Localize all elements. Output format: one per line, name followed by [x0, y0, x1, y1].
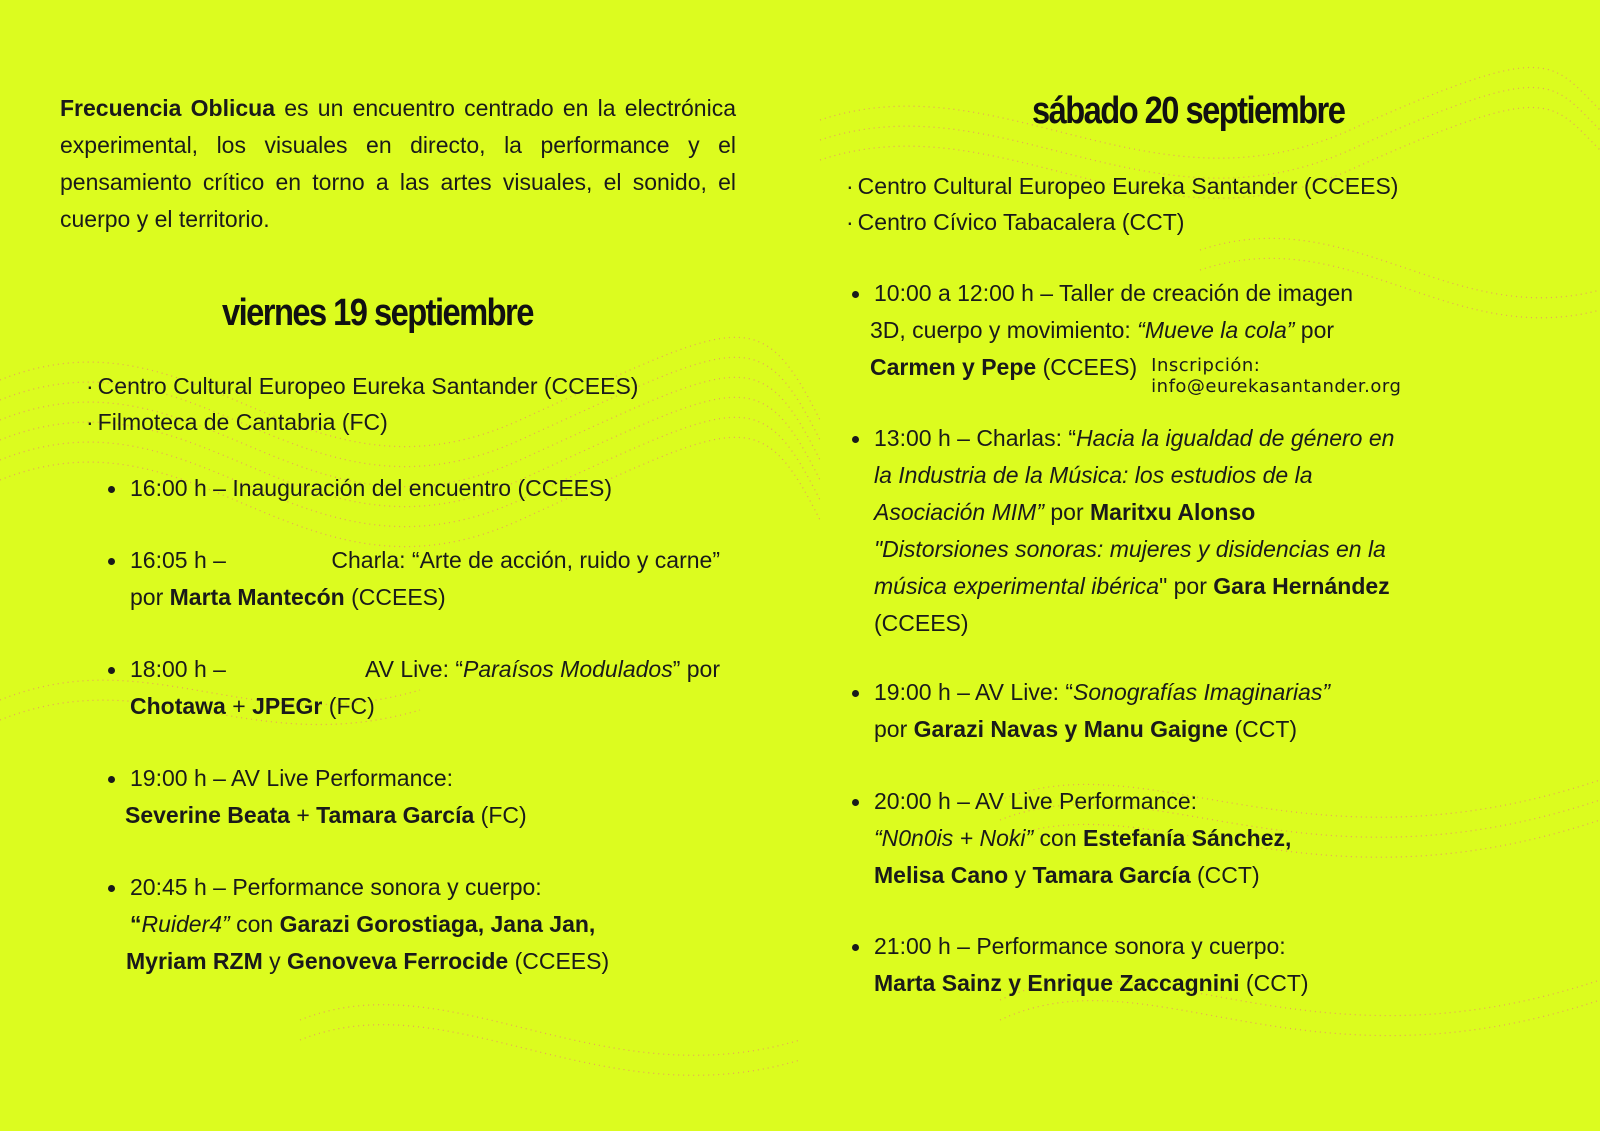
signup-label: Inscripción:	[1151, 355, 1261, 376]
event-person: JPEGr	[252, 693, 323, 719]
friday-title: viernes 19 septiembre	[222, 292, 533, 334]
event-label: AV Live: “	[365, 656, 464, 682]
event-by: por	[130, 584, 170, 610]
event-venue: (FC)	[474, 802, 527, 828]
venue-item: · Centro Cívico Tabacalera (CCT)	[846, 204, 1398, 240]
intro-paragraph	[60, 90, 736, 238]
event-with: con	[229, 911, 280, 937]
event-venue: (CCT)	[1239, 970, 1309, 996]
event-item	[852, 674, 1494, 748]
event-person: Melisa Cano	[874, 862, 1009, 888]
event-label: Taller de creación de imagen	[1059, 280, 1354, 306]
intro-text: es un encuentro centrado en la electrónica experimental, los visuales en directo, la performance y el pensamiento crítico en torno a las artes visuales, el sonido, el cuerpo y el territorio.	[60, 95, 737, 232]
event-venue: (FC)	[322, 693, 375, 719]
event-and: y	[262, 948, 288, 974]
event-venue: (CCT)	[1190, 862, 1260, 888]
event-by: ” por	[672, 656, 720, 682]
event-label: AV Live Performance:	[231, 765, 454, 791]
event-person: Myriam RZM	[126, 948, 263, 974]
bullet-icon	[852, 799, 859, 806]
event-plus: +	[289, 802, 317, 828]
event-item	[852, 928, 1494, 1002]
event-time: 19:00 h –	[874, 679, 976, 705]
event-item	[108, 651, 720, 725]
event-venue: (CCT)	[1228, 716, 1298, 742]
brand-name: Frecuencia Oblicua	[60, 95, 276, 121]
event-text: Charla: “Arte de acción, ruido y carne”	[331, 547, 720, 573]
event-label: AV Live Performance:	[975, 788, 1198, 814]
event-item	[108, 542, 720, 616]
event-time: 19:00 h –	[130, 765, 232, 791]
venue-item: · Centro Cultural Europeo Eureka Santander (CCEES)	[86, 368, 638, 404]
event-time: 10:00 a 12:00 h –	[874, 280, 1060, 306]
event-by: por	[1043, 499, 1091, 525]
event-venue: (CCEES)	[344, 584, 446, 610]
bullet-icon	[108, 885, 115, 892]
venue-item: · Filmoteca de Cantabria (FC)	[86, 404, 638, 440]
event-label: AV Live: “	[975, 679, 1074, 705]
event-person: Marta Sainz y Enrique Zaccagnini	[874, 970, 1240, 996]
signup-email: info@eurekasantander.org	[1151, 376, 1402, 397]
bullet-icon	[108, 558, 115, 565]
event-text: Inauguración del encuentro (CCEES)	[232, 475, 613, 501]
event-label: 3D, cuerpo y movimiento:	[870, 317, 1138, 343]
event-time: 13:00 h –	[874, 425, 977, 451]
saturday-title: sábado 20 septiembre	[1032, 90, 1345, 132]
event-by: " por	[1159, 573, 1214, 599]
bullet-icon	[852, 944, 859, 951]
event-person: Carmen y Pepe	[870, 354, 1037, 380]
event-title: Paraísos Modulados	[463, 656, 673, 682]
event-plus: +	[225, 693, 253, 719]
event-item	[108, 760, 720, 834]
event-with: con	[1033, 825, 1084, 851]
event-time: 16:05 h –	[130, 547, 226, 573]
event-person: Genoveva Ferrocide	[287, 948, 509, 974]
event-time: 18:00 h –	[130, 656, 226, 682]
event-label: Performance sonora y cuerpo:	[976, 933, 1286, 959]
event-time: 20:00 h –	[874, 788, 976, 814]
event-item	[852, 783, 1494, 894]
event-time: 16:00 h –	[130, 475, 233, 501]
bullet-icon	[108, 486, 115, 493]
event-title: Ruider4”	[141, 911, 230, 937]
event-person: Tamara García	[1032, 862, 1191, 888]
event-person: Garazi Navas y Manu Gaigne	[913, 716, 1229, 742]
event-item	[108, 869, 730, 980]
event-title: Asociación MIM”	[874, 499, 1044, 525]
event-by: por	[1294, 317, 1335, 343]
event-title: la Industria de la Música: los estudios de la	[874, 462, 1313, 488]
event-title: “Mueve la cola”	[1137, 317, 1295, 343]
event-person: Estefanía Sánchez,	[1083, 825, 1292, 851]
event-title: Sonografías Imaginarias”	[1073, 679, 1331, 705]
event-person: Garazi Gorostiaga, Jana Jan,	[279, 911, 596, 937]
venue-item: · Centro Cultural Europeo Eureka Santander (CCEES)	[846, 168, 1398, 204]
event-person: Severine Beata	[125, 802, 290, 828]
event-title: Hacia la igualdad de género en	[1076, 425, 1395, 451]
bullet-icon	[108, 667, 115, 674]
event-venue: (CCEES)	[1036, 354, 1138, 380]
saturday-venues	[846, 168, 1398, 240]
event-label: Performance sonora y cuerpo:	[232, 874, 542, 900]
event-title: música experimental ibérica	[874, 573, 1160, 599]
bullet-icon	[852, 690, 859, 697]
event-time: 20:45 h –	[130, 874, 233, 900]
event-title: "Distorsiones sonoras: mujeres y disidencias en la	[874, 536, 1386, 562]
bullet-icon	[852, 291, 859, 298]
event-item	[852, 420, 1494, 642]
event-person: Chotawa	[130, 693, 226, 719]
event-person: Maritxu Alonso	[1090, 499, 1256, 525]
event-person: Tamara García	[316, 802, 475, 828]
event-venue: (CCEES)	[874, 610, 969, 636]
bullet-icon	[852, 436, 859, 443]
event-person: Marta Mantecón	[169, 584, 345, 610]
event-label: Charlas: “	[976, 425, 1077, 451]
event-person: Gara Hernández	[1213, 573, 1390, 599]
event-and: y	[1008, 862, 1033, 888]
friday-venues	[86, 368, 638, 440]
event-item	[852, 275, 1514, 397]
event-venue: (CCEES)	[508, 948, 610, 974]
event-time: 21:00 h –	[874, 933, 977, 959]
event-by: por	[874, 716, 914, 742]
event-quote: “	[130, 911, 142, 937]
bullet-icon	[108, 776, 115, 783]
event-title: “N0n0is + Noki”	[874, 825, 1034, 851]
event-item	[108, 470, 710, 507]
